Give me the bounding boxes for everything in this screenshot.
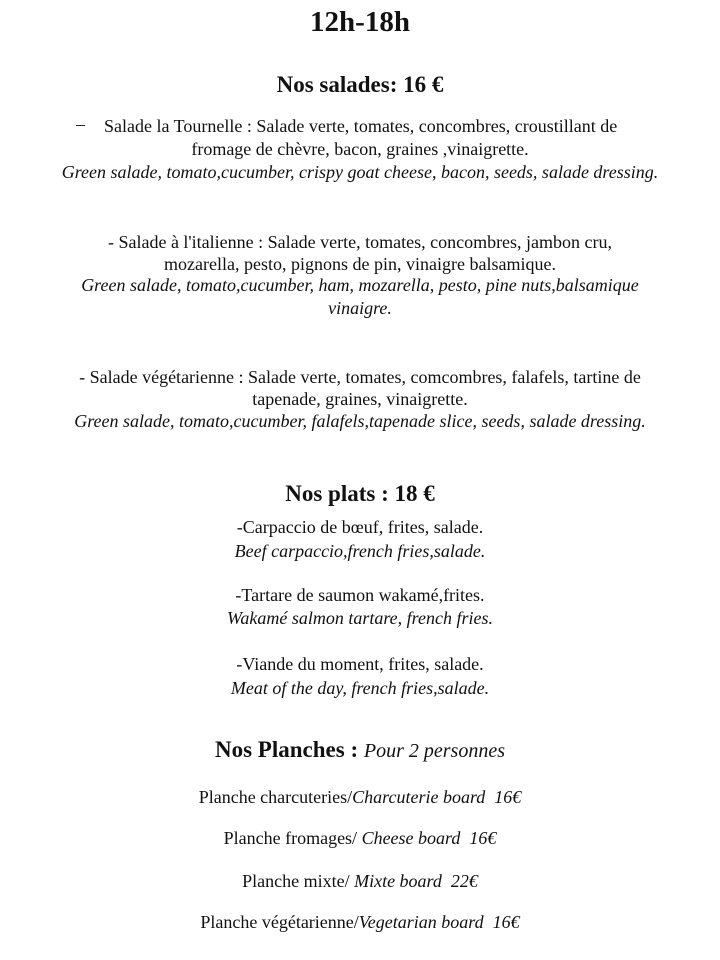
- board-item-charcuteries: [0, 786, 720, 809]
- board-en: Vegetarian board: [358, 912, 484, 932]
- dish-en-line: Meat of the day, french fries,salade.: [230, 678, 490, 698]
- service-hours-title: 12h-18h: [310, 6, 410, 38]
- board-price: 16€: [469, 828, 497, 848]
- salad-fr-line: Salade la Tournelle : Salade verte, tomates, concombres, croustillant de: [104, 116, 618, 136]
- salad-fr-line: tapenade, graines, vinaigrette.: [252, 389, 468, 409]
- salad-fr-line: - Salade à l'italienne : Salade verte, tomates, concombres, jambon cru,: [107, 232, 613, 252]
- board-fr: Planche végétarienne/: [200, 912, 359, 932]
- salad-en-line: vinaigre.: [328, 298, 392, 318]
- salad-en-line: Green salade, tomato,cucumber, ham, mozarella, pesto, pine nuts,balsamique: [81, 275, 639, 295]
- board-en: Charcuterie board: [352, 787, 486, 807]
- dish-fr-line: -Tartare de saumon wakamé,frites.: [235, 585, 485, 605]
- salad-fr-line: fromage de chèvre, bacon, graines ,vinaigrette.: [191, 139, 529, 159]
- board-item-fromages: [0, 827, 720, 850]
- board-fr: Planche mixte/: [242, 871, 355, 891]
- salads-heading: Nos salades: 16 €: [276, 72, 444, 97]
- board-price: 22€: [450, 871, 478, 891]
- salad-en-line: Green salade, tomato,cucumber, crispy goat cheese, bacon, seeds, salade dressing.: [61, 162, 659, 182]
- board-en: Cheese board: [361, 828, 461, 848]
- boards-heading-label: Nos Planches :: [215, 737, 359, 762]
- salad-fr-line: mozarella, pesto, pignons de pin, vinaigre balsamique.: [164, 254, 556, 274]
- board-fr: Planche fromages/: [223, 828, 362, 848]
- board-item-mixte: [0, 870, 720, 893]
- board-en: Mixte board: [354, 871, 442, 891]
- dish-fr-line: -Carpaccio de bœuf, frites, salade.: [236, 517, 484, 537]
- board-price: 16€: [494, 787, 522, 807]
- salad-en-line: Green salade, tomato,cucumber, falafels,tapenade slice, seeds, salade dressing.: [74, 411, 646, 431]
- dishes-heading: Nos plats : 18 €: [285, 481, 435, 506]
- dish-fr-line: -Viande du moment, frites, salade.: [236, 654, 484, 674]
- board-fr: Planche charcuteries/: [198, 787, 353, 807]
- dish-en-line: Wakamé salmon tartare, french fries.: [227, 608, 493, 628]
- dish-en-line: Beef carpaccio,french fries,salade.: [234, 541, 486, 561]
- boards-subheading: Pour 2 personnes: [363, 740, 505, 762]
- salad-fr-line: - Salade végétarienne : Salade verte, tomates, comcombres, falafels, tartine de: [79, 367, 641, 387]
- board-item-vegetarienne: [0, 911, 720, 934]
- board-price: 16€: [492, 912, 520, 932]
- boards-heading: [0, 737, 720, 763]
- salad-dash: –: [76, 114, 85, 134]
